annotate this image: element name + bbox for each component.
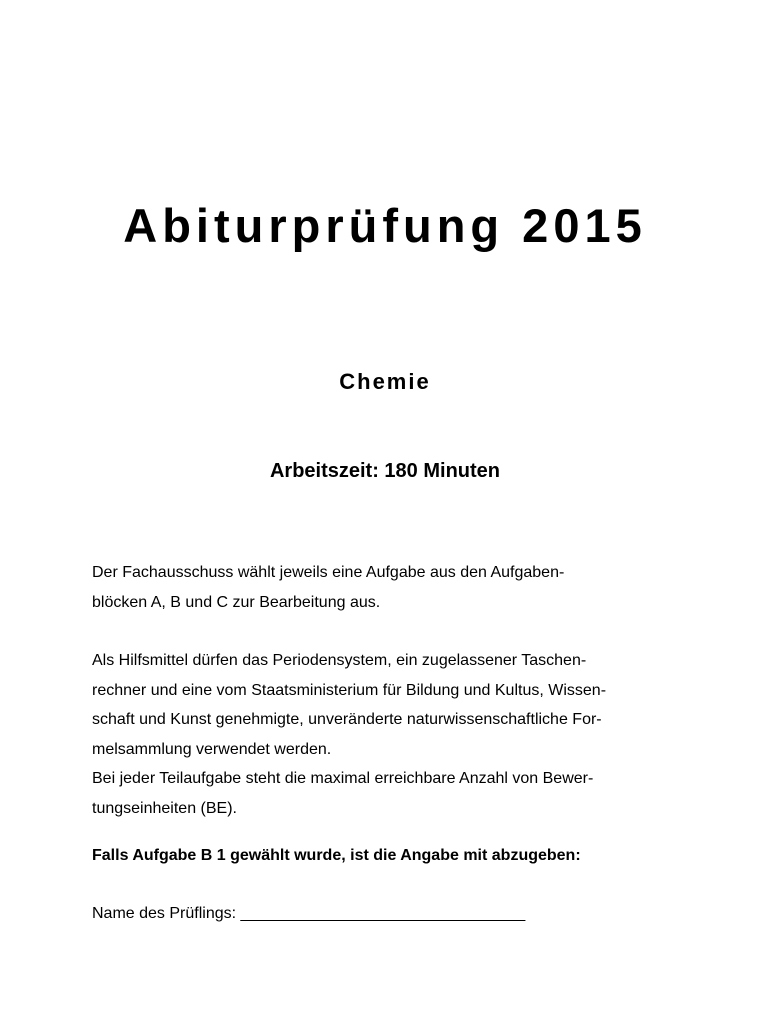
paragraph-line: tungseinheiten (BE). <box>92 799 237 817</box>
subject-heading: Chemie <box>339 369 431 394</box>
submission-notice: Falls Aufgabe B 1 gewählt wurde, ist die Angabe mit abzugeben: <box>92 847 581 864</box>
examinee-name-field: Name des Prüflings: ________________________________ <box>92 905 526 922</box>
document-title: Abiturprüfung 2015 <box>123 199 647 252</box>
paragraph-line: Bei jeder Teilaufgabe steht die maximal erreichbare Anzahl von Bewer- <box>92 770 594 787</box>
selection-paragraph <box>92 558 692 617</box>
paragraph-line: blöcken A, B und C zur Bearbeitung aus. <box>92 593 381 611</box>
paragraph-line: schaft und Kunst genehmigte, unveränderte naturwissenschaftliche For- <box>92 711 602 728</box>
paragraph-line: Als Hilfsmittel dürfen das Periodensystem, ein zugelassener Taschen- <box>92 652 587 669</box>
paragraph-line: Der Fachausschuss wählt jeweils eine Aufgabe aus den Aufgaben- <box>92 564 565 581</box>
paragraph-line: melsammlung verwendet werden. <box>92 740 332 758</box>
aids-paragraph <box>92 646 692 764</box>
scoring-paragraph <box>92 764 692 823</box>
paragraph-line: rechner und eine vom Staatsministerium für Bildung und Kultus, Wissen- <box>92 681 607 699</box>
duration-heading: Arbeitszeit: 180 Minuten <box>269 460 501 482</box>
